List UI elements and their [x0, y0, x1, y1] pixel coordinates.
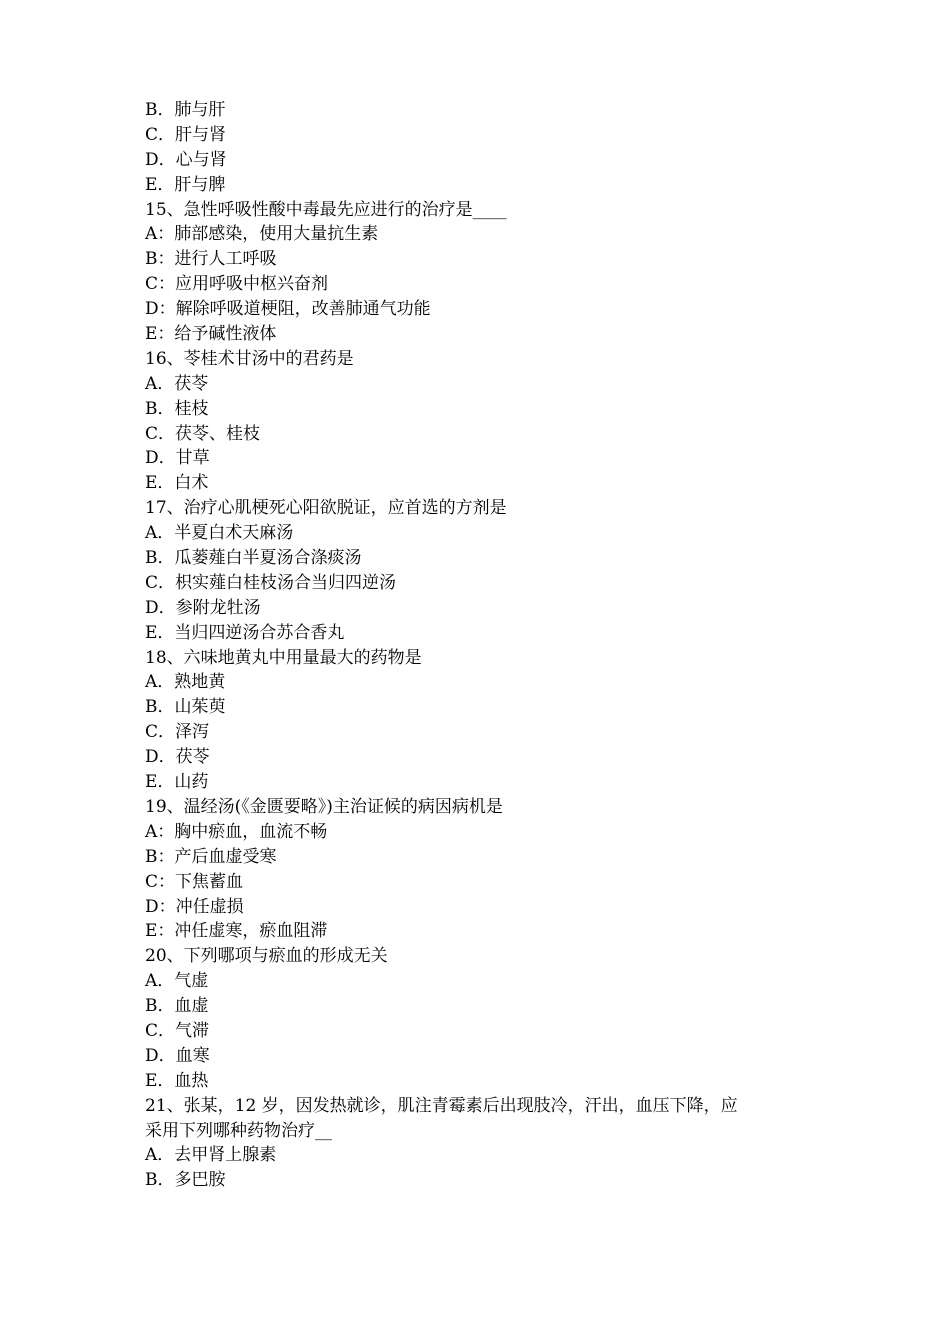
answer-option: E：给予碱性液体 [145, 324, 277, 345]
answer-option: C．气滞 [145, 1020, 210, 1041]
answer-option: D．心与肾 [145, 149, 227, 170]
answer-option: E：冲任虚寒，瘀血阻滞 [145, 921, 328, 942]
answer-option: B：产后血虚受寒 [145, 846, 277, 867]
answer-option: B．山茱萸 [145, 697, 226, 718]
answer-option: B．血虚 [145, 996, 209, 1017]
question-text: 20、下列哪项与瘀血的形成无关 [145, 946, 388, 967]
question-text: 采用下列哪种药物治疗__ [145, 1120, 332, 1141]
answer-option: B：进行人工呼吸 [145, 249, 277, 270]
question-text: 17、治疗心肌梗死心阳欲脱证，应首选的方剂是 [145, 498, 507, 519]
answer-option: A．茯苓 [145, 373, 209, 394]
answer-option: A：胸中瘀血，血流不畅 [145, 821, 328, 842]
answer-option: E．当归四逆汤合苏合香丸 [145, 622, 345, 643]
answer-option: B．桂枝 [145, 398, 209, 419]
answer-option: A．半夏白术天麻汤 [145, 523, 294, 544]
answer-option: C．枳实薤白桂枝汤合当归四逆汤 [145, 572, 397, 593]
answer-option: B．瓜蒌薤白半夏汤合涤痰汤 [145, 548, 362, 569]
answer-option: C．泽泻 [145, 722, 210, 743]
answer-option: E．血热 [145, 1070, 209, 1091]
answer-option: E．山药 [145, 772, 209, 793]
question-text: 19、温经汤(《金匮要略》)主治证候的病因病机是 [145, 796, 503, 817]
answer-option: C：应用呼吸中枢兴奋剂 [145, 274, 329, 295]
answer-option: D：解除呼吸道梗阻，改善肺通气功能 [145, 299, 431, 320]
question-text: 16、苓桂术甘汤中的君药是 [145, 348, 354, 369]
answer-option: D．茯苓 [145, 747, 210, 768]
answer-option: E．肝与脾 [145, 174, 226, 195]
answer-option: B．肺与肝 [145, 100, 226, 120]
answer-option: D：冲任虚损 [145, 896, 244, 917]
document-page [145, 98, 825, 1193]
answer-option: C：下焦蓄血 [145, 871, 244, 892]
answer-option: A．气虚 [145, 971, 209, 992]
question-text: 18、六味地黄丸中用量最大的药物是 [145, 647, 422, 668]
question-text: 15、急性呼吸性酸中毒最先应进行的治疗是____ [145, 199, 507, 220]
answer-option: D．参附龙牡汤 [145, 597, 261, 618]
answer-option: C．肝与肾 [145, 124, 227, 145]
answer-option: D．甘草 [145, 448, 210, 469]
answer-option: A：肺部感染，使用大量抗生素 [145, 224, 379, 245]
answer-option: A．去甲肾上腺素 [145, 1145, 277, 1166]
answer-option: C．茯苓、桂枝 [145, 423, 261, 444]
answer-option: B．多巴胺 [145, 1170, 226, 1191]
question-text: 21、张某，12 岁，因发热就诊，肌注青霉素后出现肢冷，汗出，血压下降，应 [145, 1095, 738, 1116]
answer-option: E．白术 [145, 473, 209, 494]
answer-option: A．熟地黄 [145, 672, 226, 693]
answer-option: D．血寒 [145, 1045, 210, 1066]
